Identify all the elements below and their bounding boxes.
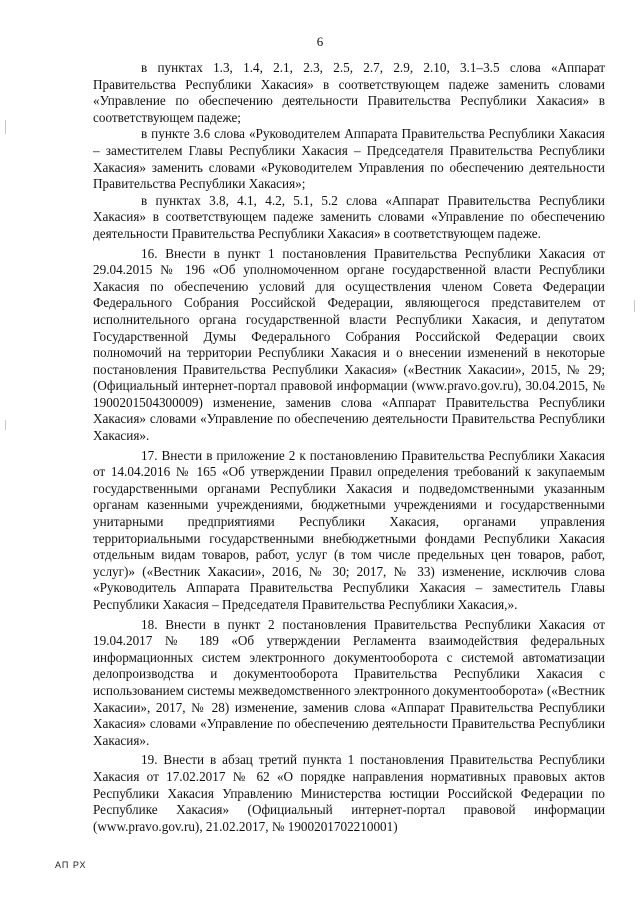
scan-edge-mark [5, 120, 6, 134]
document-body [93, 60, 605, 835]
scan-edge-mark [5, 420, 6, 430]
paragraph-item-17: 17. Внести в приложение 2 к постановлению Правительства Республики Хакасия от 14.04.2016 № 165 «Об утверждении Правил определения требований к закупаемым государственными органами Республики Хакасия и подведомственными указанным органам казенными учреждениями, бюджетными учреждениями и государственными унитарными предприятиями Республики Хакасия, органами управления территориальными государственными внебюджетными фондами Республики Хакасия отдельным видам товаров, работ, услуг (в том числе предельных цен товаров, работ, услуг)» («Вестник Хакасии», 2016, № 30; 2017, № 33) изменение, исключив слова «Руководитель Аппарата Правительства Республики Хакасия – заместитель Главы Республики Хакасия – Председателя Правительства Республики Хакасия,». [93, 447, 605, 612]
paragraph-clause-3: в пунктах 3.8, 4.1, 4.2, 5.1, 5.2 слова «Аппарат Правительства Республики Хакасия» в соответствующем падеже заменить словами «Управление по обеспечению деятельности Правительства Республики Хакасия» в соответствующем падеже. [93, 192, 605, 241]
page-number: 6 [316, 34, 324, 49]
scan-edge-mark [634, 300, 635, 312]
paragraph-clause-2: в пункте 3.6 слова «Руководителем Аппарата Правительства Республики Хакасия – заместителем Главы Республики Хакасия – Председателя Правительства Республики Хакасия» заменить словами «Руководителем Управления по обеспечению деятельности Правительства Республики Хакасия»; [93, 126, 605, 192]
footer-stamp: АП РХ [55, 860, 87, 870]
paragraph-clause-1: в пунктах 1.3, 1.4, 2.1, 2.3, 2.5, 2.7, 2.9, 2.10, 3.1–3.5 слова «Аппарат Правительства Республики Хакасия» в соответствующем падеже заменить словами «Управление по обеспечению деятельности Правительства Республики Хакасия» в соответствующем падеже; [93, 60, 605, 125]
paragraph-item-19: 19. Внести в абзац третий пункта 1 постановления Правительства Республики Хакасия от 17.02.2017 № 62 «О порядке направления нормативных правовых актов Республики Хакасия Управлению Министерства юстиции Российской Федерации по Республике Хакасия» (Официальный интернет-портал правовой информации (www.pravo.gov.ru), 21.02.2017, № 1900201702210001) [93, 752, 605, 834]
paragraph-item-18: 18. Внести в пункт 2 постановления Правительства Республики Хакасия от 19.04.2017 № 189 «Об утверждении Регламента взаимодействия федеральных информационных систем электронного документооборота с системой автоматизации делопроизводства и документооборота Правительства Республики Хакасия с использованием системы межведомственного электронного документооборота» («Вестник Хакасии», 2017, № 28) изменение, заменив слова «Аппарат Правительства Республики Хакасия» словами «Управление по обеспечению деятельности Правительства Республики Хакасия». [93, 616, 605, 748]
paragraph-item-16: 16. Внести в пункт 1 постановления Правительства Республики Хакасия от 29.04.2015 № 196 «Об уполномоченном органе государственной власти Республики Хакасия по обеспечению условий для осуществления членом Совета Федерации Федерального Собрания Российской Федерации, являющегося представителем от исполнительного органа государственной власти Республики Хакасия, и депутатом Государственной Думы Федерального Собрания Российской Федерации своих полномочий на территории Республики Хакасия и о внесении изменений в некоторые постановления Правительства Республики Хакасия» («Вестник Хакасии», 2015, № 29; (Официальный интернет-портал правовой информации (www.pravo.gov.ru), 30.04.2015, № 1900201504300009) изменение, заменив слова «Аппарат Правительства Республики Хакасия» словами «Управление по обеспечению деятельности Правительства Республики Хакасия». [93, 245, 605, 444]
